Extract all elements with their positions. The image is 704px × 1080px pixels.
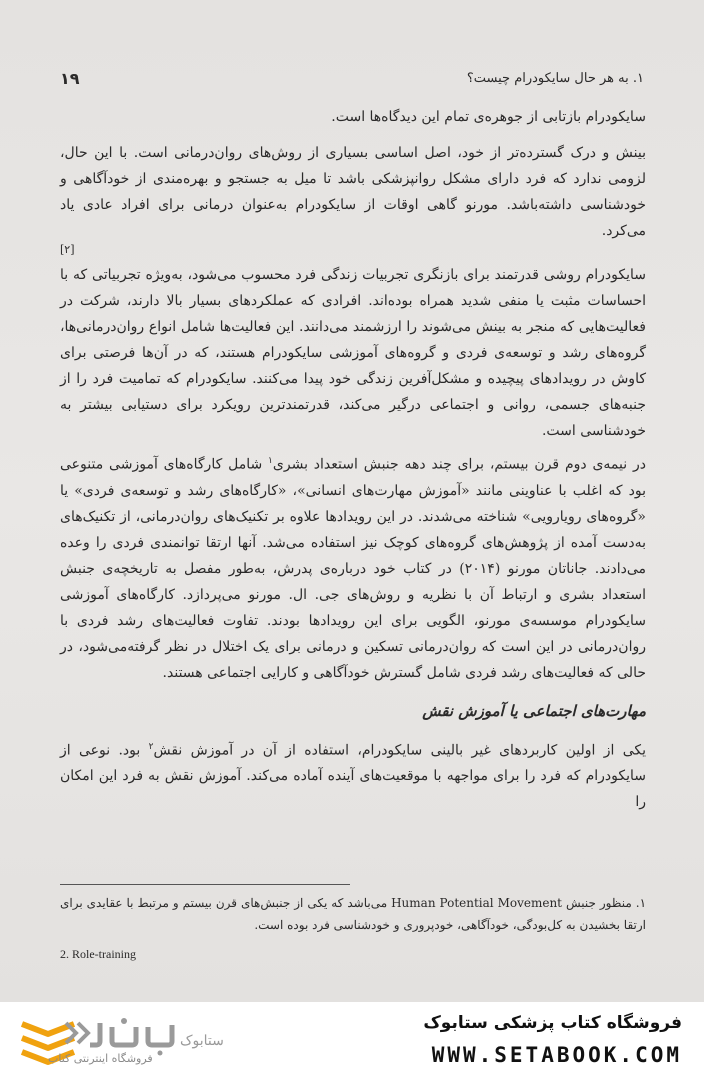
footnote-marker-1: ۱	[268, 456, 273, 466]
paragraph-1: سایکودرام بازتابی از جوهره‌ی تمام این دیدگاه‌ها است.	[331, 109, 646, 125]
citation-reference: [۲]	[60, 243, 75, 256]
setabook-logo[interactable]	[18, 1014, 278, 1072]
footnote-marker-2: ۲	[148, 741, 154, 752]
paragraph-5-rest: بود. نوعی از سایکودرام که فرد را برای مواجهه با موقعیت‌های آینده آماده می‌کند. آموزش نقش به فرد این امکان را	[60, 742, 646, 811]
store-name: فروشگاه کتاب پزشکی ستابوک	[423, 1013, 682, 1033]
store-url-link[interactable]: WWW.SETABOOK.COM	[431, 1043, 682, 1067]
footnote-1: ۱. منظور جنبش Human Potential Movement می‌باشد که یکی از جنبش‌های قرن بیستم و مرتبط با عقایدی برای ارتقا بخشیدن به کل‌بودگی، خودآگاهی، خودپروری و خودشناسی فرد بوده است.	[60, 896, 647, 932]
chapter-title: ۱. به هر حال سایکودرام چیست؟	[466, 70, 644, 86]
brand-text: ستابوک	[180, 1033, 224, 1049]
paragraph-4-rest: شامل کارگاه‌های آموزشی متنوعی بود که اغلب با عناوینی مانند «آموزش مهارت‌های انسانی»، «کارگاه‌های رشد و توسعه‌ی فردی» یا «گروه‌های رویارویی» شناخته می‌شدند. در این رویدادها علاوه بر تکنیک‌های روان‌درمانی، از تکنیک‌های به‌دست آمده از پژوهش‌های گروه‌های کوچک نیز استفاده می‌شد. آنها ارتقا توانمندی فردی را وعده می‌دادند. جاناتان مورنو (۲۰۱۴) در کتاب خود درباره‌ی پدرش، به‌طور مفصل به تاریخچه‌ی جنبش استعداد بشری و ارتباط آن با نظریه و روش‌های جی. ال. مورنو می‌پردازد. کارگاه‌های آموزشی سایکودرام موسسه‌ی مورنو، الگویی برای این رویدادها بودند. تفاوت فعالیت‌های رشد فردی با روان‌درمانی در این است که روان‌درمانی تسکین و درمانی برای یک اختلال در نظر گرفته‌می‌شود، در حالی که فعالیت‌های رشد فردی شامل گسترش خودآگاهی و کارایی اجتماعی هستند.	[60, 456, 646, 681]
store-banner[interactable]	[0, 1002, 704, 1080]
logo-tagline: فروشگاه اینترنتی کتاب	[48, 1052, 153, 1065]
running-header	[60, 66, 644, 90]
paragraph-5-start: یکی از اولین کاربردهای غیر بالینی سایکودرام، استفاده از آن در آموزش نقش	[153, 742, 647, 759]
body-text	[60, 104, 646, 819]
paragraph-2: بینش و درک گسترده‌تر از خود، اصل اساسی بسیاری از روش‌های روان‌درمانی است. با این حال، لزومی ندارد که فرد دارای مشکل روانپزشکی باشد تا میل به جستجو و بهره‌مندی از خودآگاهی و خودشناسی داشته‌باشد. مورنو گاهی اوقات از سایکودرام به‌عنوان درمانی برای افراد عادی یاد می‌کرد.	[60, 145, 646, 239]
paragraph-4-start: در نیمه‌ی دوم قرن بیستم، برای چند دهه جنبش استعداد بشری	[272, 456, 646, 473]
section-heading: مهارت‌های اجتماعی یا آموزش نقش	[422, 701, 646, 720]
paragraph-5	[60, 734, 646, 816]
paragraph-4	[60, 448, 646, 686]
page-number: ۱۹	[60, 68, 80, 88]
footnote-2: 2. Role-training	[60, 947, 136, 961]
paragraph-3: سایکودرام روشی قدرتمند برای بازنگری تجربیات زندگی فرد محسوب می‌شود، به‌ویژه تجربیاتی که با احساسات مثبت یا منفی شدید همراه بوده‌اند. افرادی که عملکردهای بسیار بالا دارند، شرکت در فعالیت‌هایی که منجر به بینش می‌شوند را ارزشمند می‌دانند. این فعالیت‌ها شامل انواع روان‌درمانی‌ها، گروه‌های رشد و توسعه‌ی فردی و گروه‌های آموزشی سایکودرام هستند، که در آن‌ها فرصتی برای کاوش در رویدادهای پیچیده و مشکل‌آفرین زندگی خود پیدا می‌کنند. سایکودرام که تمامیت فرد را از جنبه‌های جسمی، روانی و اجتماعی درگیر می‌کند، قدرتمندترین رویکرد برای دستیابی بیشتر به خودشناسی است.	[60, 267, 646, 439]
brand-wordmark-icon	[38, 1015, 224, 1055]
footnotes	[60, 892, 646, 964]
footnote-divider	[60, 884, 350, 885]
